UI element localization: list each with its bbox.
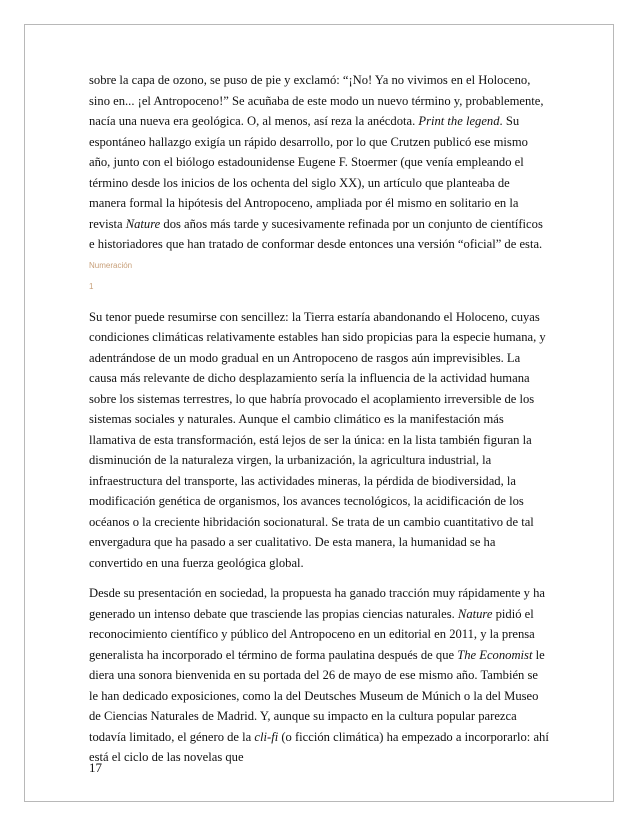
- paragraph-1-italic-nature: Nature: [125, 216, 161, 231]
- paragraph-3-text-b: pidió el reconocimiento científico y público del Antropoceno en un editorial en 2011, y la prensa generalista ha incorporado el término de forma paulatina después de que: [89, 606, 535, 662]
- numeracion-value: 1: [89, 281, 94, 291]
- paragraph-3: [89, 583, 549, 768]
- paragraph-3-italic-cli-fi: cli-fi: [254, 729, 279, 744]
- paragraph-1-italic-print-the-legend: Print the legend: [418, 114, 500, 128]
- page-number: 17: [89, 760, 102, 775]
- page-body: [89, 70, 549, 768]
- paragraph-1-text-c: dos años más tarde y sucesivamente refinada por un conjunto de científicos e historiadores que han tratado de conformar desde entonces una versión “oficial” de esta.: [89, 216, 543, 251]
- paragraph-3-italic-nature: Nature: [457, 606, 493, 621]
- paragraph-2: Su tenor puede resumirse con sencillez: la Tierra estaría abandonando el Holoceno, cuyas condiciones climáticas relativamente estables han sido propicias para la especie humana, y adentrándose de un modo gradual en un Antropoceno de rasgos aún imprevisibles. La causa más relevante de dicho desplazamiento sería la influencia de la actividad humana sobre los sistemas terrestres, lo que habría provocado el acoplamiento irreversible de los sistemas sociales y naturales. Aunque el cambio climático es la manifestación más llamativa de esta transformación, está lejos de ser la única: en la lista también figuran la disminución de la naturaleza virgen, la urbanización, la agricultura industrial, la infraestructura del transporte, las actividades mineras, la pérdida de biodiversidad, la modificación genética de organismos, los avances tecnológicos, la acidificación de los océanos o la creciente hibridación socionatural. Se trata de un cambio cuantitativo de tal envergadura que ha pasado a ser cualitativo. De esta manera, la humanidad se ha convertido en una fuerza geológica global.: [89, 309, 546, 570]
- paragraph-3-text-d: (o ficción climática) ha empezado a incorporarlo: ahí está el ciclo de las novelas que: [89, 729, 549, 764]
- paragraph-3-text-c: le diera una sonora bienvenida en su portada del 26 de mayo de ese mismo año. También se le han dedicado exposiciones, como la del Deutsches Museum de Múnich o la del Museo de Ciencias Naturales de Madrid. Y, aunque su impacto en la cultura popular parezca todavía limitado, el género de la: [89, 647, 545, 744]
- paragraph-1-text-a: sobre la capa de ozono, se puso de pie y exclamó: “¡No! Ya no vivimos en el Holoceno, sino en... ¡el Antropoceno!” Se acuñaba de este modo un nuevo término y, probablemente, nacía una nueva era geológica. O, al menos, así reza la anécdota.: [89, 73, 544, 128]
- paragraph-gap: [89, 573, 549, 583]
- numeracion-label: Numeración: [89, 260, 133, 270]
- paragraph-1-text-b: . Su espontáneo hallazgo exigía un rápido desarrollo, por lo que Crutzen publicó ese mismo año, junto con el biólogo estadounidense Eugene F. Stoermer (que venía empleando el término desde los inicios de los ochenta del siglo XX), un artículo que planteaba de manera formal la hipótesis del Antropoceno, ampliada por él mismo en solitario en la revista: [89, 114, 528, 231]
- paragraph-gap: [89, 293, 549, 307]
- paragraph-1: [89, 70, 549, 255]
- paragraph-3-italic-the-economist: The Economist: [457, 647, 533, 662]
- paragraph-3-text-a: Desde su presentación en sociedad, la propuesta ha ganado tracción muy rápidamente y ha generado un intenso debate que trasciende las propias ciencias naturales.: [89, 586, 546, 621]
